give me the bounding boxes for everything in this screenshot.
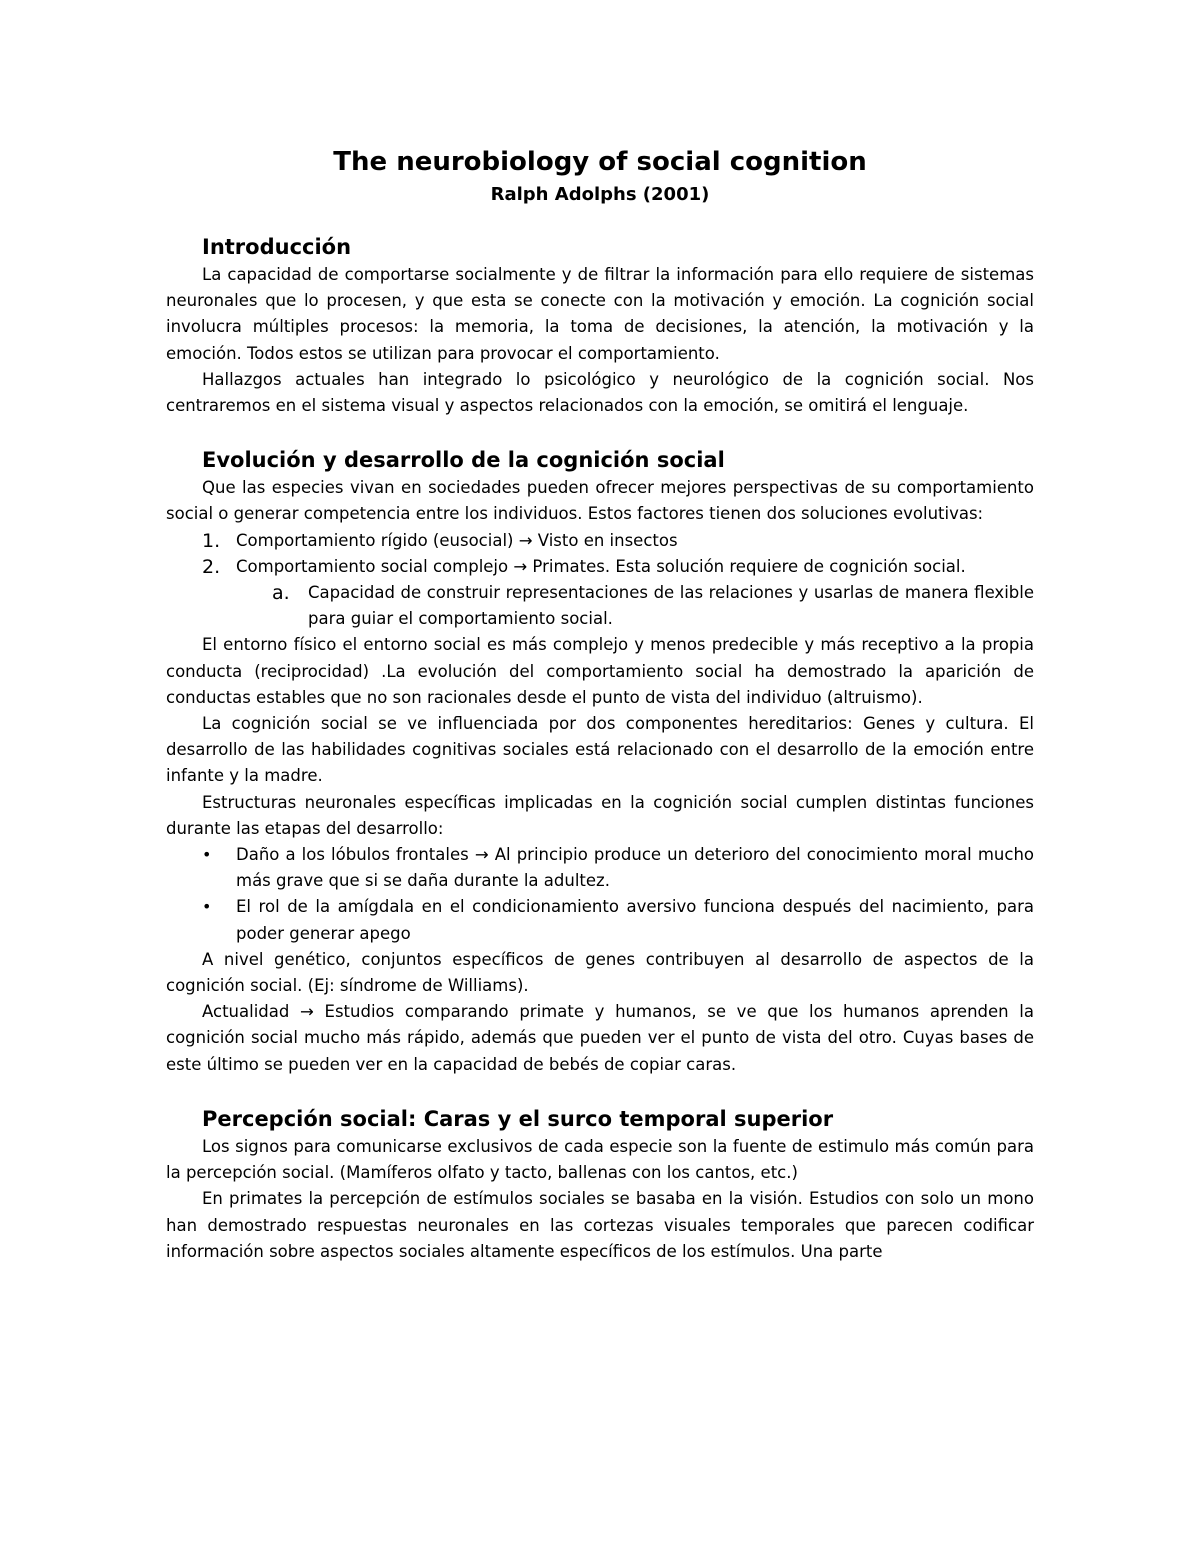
paragraph: Que las especies vivan en sociedades pueden ofrecer mejores perspectivas de su comportamiento social o generar competencia entre los individuos. Estos factores tienen dos soluciones evolutivas: xyxy=(166,478,1034,524)
list-marker: 2. xyxy=(202,555,221,578)
list-item xyxy=(166,580,1034,632)
list-item-text: Comportamiento rígido (eusocial) → Visto en insectos xyxy=(236,530,678,550)
paragraph: La cognición social se ve influenciada por dos componentes hereditarios: Genes y cultura. El desarrollo de las habilidades cognitivas sociales está relacionado con el desarrollo de la emoción entre infante y la madre. xyxy=(166,714,1034,786)
list-item-text: Comportamiento social complejo → Primates. Esta solución requiere de cognición social. xyxy=(236,556,966,576)
document-author: Ralph Adolphs (2001) xyxy=(490,184,710,205)
list-marker: 1. xyxy=(202,529,221,552)
section-heading-introduccion: Introducción xyxy=(202,235,352,259)
list-item xyxy=(166,842,1034,894)
numbered-list xyxy=(166,528,1034,580)
document-title: The neurobiology of social cognition xyxy=(333,147,867,177)
paragraph: El entorno físico el entorno social es más complejo y menos predecible y más receptivo a la propia conducta (reciprocidad) .La evolución del comportamiento social ha demostrado la aparición de conductas estables que no son racionales desde el punto de vista del individuo (altruismo). xyxy=(166,635,1034,707)
section-heading-percepcion: Percepción social: Caras y el surco temporal superior xyxy=(202,1106,834,1131)
paragraph: Estructuras neuronales específicas implicadas en la cognición social cumplen distintas funciones durante las etapas del desarrollo: xyxy=(166,792,1034,838)
bullet-icon: • xyxy=(202,897,212,917)
section-heading-evolucion: Evolución y desarrollo de la cognición social xyxy=(202,448,725,473)
list-item-text: Daño a los lóbulos frontales → Al principio produce un deterioro del conocimiento moral mucho más grave que si se daña durante la adultez. xyxy=(236,845,1034,891)
list-item-text: Capacidad de construir representaciones de las relaciones y usarlas de manera flexible para guiar el comportamiento social. xyxy=(308,583,1034,629)
paragraph: Los signos para comunicarse exclusivos de cada especie son la fuente de estimulo más común para la percepción social. (Mamíferos olfato y tacto, ballenas con los cantos, etc.) xyxy=(166,1136,1034,1183)
list-item xyxy=(166,528,1034,554)
bullet-list xyxy=(166,842,1034,947)
list-marker: a. xyxy=(272,582,290,605)
list-item xyxy=(166,894,1034,946)
paragraph: La capacidad de comportarse socialmente y de filtrar la información para ello requiere de sistemas neuronales que lo procesen, y que esta se conecte con la motivación y emoción. La cognición social involucra múltiples procesos: la memoria, la toma de decisiones, la atención, la motivación y la emoción. Todos estos se utilizan para provocar el comportamiento. xyxy=(166,265,1034,363)
lettered-sublist xyxy=(166,580,1034,632)
bullet-icon: • xyxy=(202,845,212,865)
paragraph: A nivel genético, conjuntos específicos de genes contribuyen al desarrollo de aspectos de la cognición social. (Ej: síndrome de Williams). xyxy=(166,949,1034,996)
paragraph: En primates la percepción de estímulos sociales se basaba en la visión. Estudios con solo un mono han demostrado respuestas neuronales en las cortezas visuales temporales que parecen codificar información sobre aspectos sociales altamente específicos de los estímulos. Una parte xyxy=(166,1189,1034,1261)
paragraph: Actualidad → Estudios comparando primate y humanos, se ve que los humanos aprenden la cognición social mucho más rápido, además que pueden ver el punto de vista del otro. Cuyas bases de este último se pueden ver en la capacidad de bebés de copiar caras. xyxy=(166,1002,1034,1074)
list-item xyxy=(166,554,1034,580)
paragraph: Hallazgos actuales han integrado lo psicológico y neurológico de la cognición social. Nos centraremos en el sistema visual y aspectos relacionados con la emoción, se omitirá el lenguaje. xyxy=(166,369,1034,416)
list-item-text: El rol de la amígdala en el condicionamiento aversivo funciona después del nacimiento, para poder generar apego xyxy=(236,897,1034,943)
